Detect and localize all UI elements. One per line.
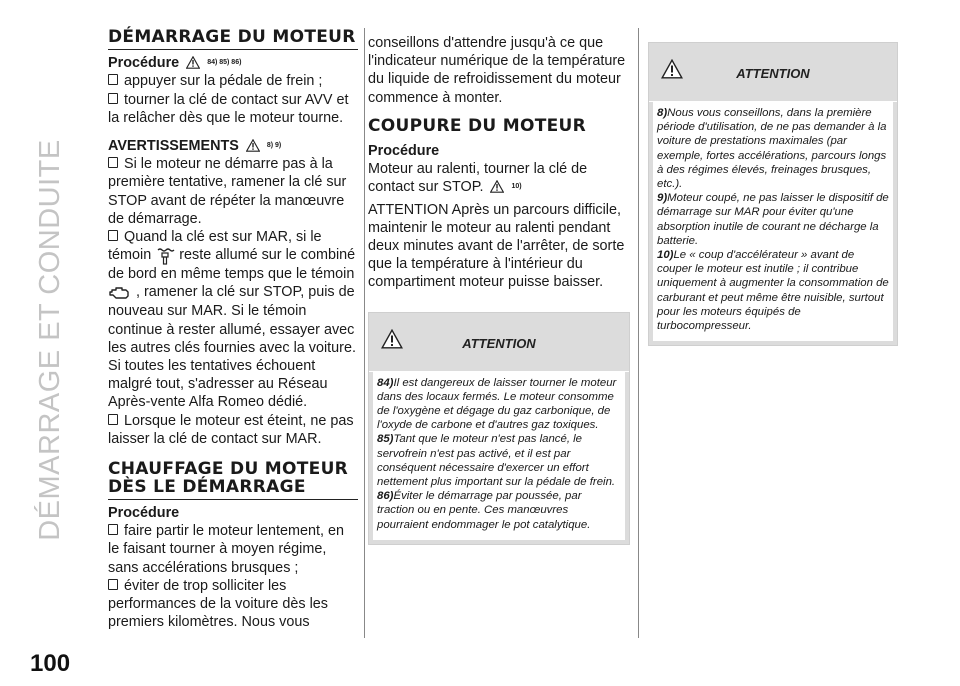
bullet-text: éviter de trop solliciter les performances de la voiture dès les premiers kilomètres. Nous vous bbox=[108, 577, 328, 631]
bullet-text: , ramener la clé sur STOP, puis de nouveau sur MAR. Si le témoin continue à rester allumé, essayer avec les autres clés fournies avec la voiture. Si toutes les tentatives échouent malgré tout, s'adresser au Réseau Après-vente Alfa Romeo dédié. bbox=[108, 284, 356, 411]
attention-num: 9) bbox=[657, 192, 668, 205]
warning-triangle-icon bbox=[186, 56, 200, 69]
attention-title: ATTENTION bbox=[736, 66, 810, 81]
attention-item bbox=[657, 191, 889, 248]
column-2 bbox=[368, 28, 630, 545]
attention-text: Il est dangereux de laisser tourner le moteur dans des locaux fermés. Le moteur consomme de l'oxygène et dégage du gaz carbonique, de l'oxyde de carbone et d'autres gaz toxiques. bbox=[377, 376, 617, 432]
bullet-text: reste allumé sur le combiné de bord en même temps que le témoin bbox=[108, 247, 356, 283]
warning-triangle-icon bbox=[490, 180, 504, 193]
attention-body bbox=[653, 102, 893, 341]
bullet-text: Quand la clé est sur MAR, si le témoin bbox=[108, 229, 322, 264]
bullet-text: Lorsque le moteur est éteint, ne pas laisser la clé de contact sur MAR. bbox=[108, 412, 354, 447]
checkbox-icon bbox=[108, 230, 118, 241]
bullet-text: appuyer sur la pédale de frein ; bbox=[124, 73, 323, 90]
section-title-vertical: DÉMARRAGE ET CONDUITE bbox=[34, 139, 66, 541]
bullet-item bbox=[108, 72, 358, 90]
paragraph bbox=[368, 160, 630, 197]
attention-body bbox=[373, 372, 625, 540]
bullet-item bbox=[108, 577, 358, 632]
attention-text: Nous vous conseillons, dans la première période d'utilisation, de ne pas demander à la voiture de prestations maximales (par exemple, fortes accélérations, parcours longs à des régimes élevés, freinages brusques, etc.). bbox=[657, 107, 887, 191]
bullet-item bbox=[108, 228, 358, 412]
attention-text: Éviter le démarrage par poussée, par traction ou en pente. Ces manœuvres pourraient endommager le pot catalytique. bbox=[377, 490, 591, 531]
bullet-text: faire partir le moteur lentement, en le faisant tourner à moyen régime, sans accélérations brusques ; bbox=[108, 523, 344, 576]
checkbox-icon bbox=[108, 74, 118, 85]
attention-header bbox=[649, 43, 897, 102]
heading-demarrage: DÉMARRAGE DU MOTEUR bbox=[108, 27, 356, 47]
attention-box bbox=[368, 312, 630, 545]
attention-item bbox=[657, 106, 889, 191]
avertissements-label: AVERTISSEMENTS bbox=[108, 137, 239, 154]
checkbox-icon bbox=[108, 157, 118, 168]
engine-icon bbox=[108, 284, 132, 302]
checkbox-icon bbox=[108, 579, 118, 590]
attention-num: 8) bbox=[657, 107, 668, 119]
attention-text: Tant que le moteur n'est pas lancé, le servofrein n'est pas activé, et il est par conséquent nécessaire d'exercer un effort nettement plus important sur la pédale de frein. bbox=[377, 433, 616, 488]
paragraph: ATTENTION Après un parcours difficile, maintenir le moteur au ralenti pendant deux minutes avant de l'arrêter, de sorte que la température à l'intérieur du compartiment moteur puisse baisser. bbox=[368, 201, 625, 291]
heading-rule bbox=[108, 28, 358, 50]
attention-item bbox=[377, 489, 621, 532]
heading-coupure: COUPURE DU MOTEUR bbox=[368, 115, 587, 136]
attention-text: Moteur coupé, ne pas laisser le dispositif de démarrage sur MAR pour éviter qu'une absorption inutile de courant ne décharge la batterie. bbox=[657, 192, 889, 247]
paragraph-continued: conseillons d'attendre jusqu'à ce que l'indicateur numérique de la température du liquide de refroidissement du moteur commence à monter. bbox=[368, 35, 626, 106]
checkbox-icon bbox=[108, 93, 118, 104]
attention-title: ATTENTION bbox=[462, 335, 536, 351]
subheading-procedure: Procédure bbox=[108, 505, 180, 522]
paragraph-text: Moteur au ralenti, tourner la clé de contact sur STOP. bbox=[368, 161, 588, 196]
column-3 bbox=[648, 28, 898, 346]
column-divider bbox=[638, 28, 639, 638]
paragraph-ref: 10) bbox=[511, 183, 522, 191]
attention-num: 10) bbox=[657, 249, 674, 262]
bullet-item bbox=[108, 91, 358, 127]
bullet-text: tourner la clé de contact sur AVV et la relâcher dès que le moteur tourne. bbox=[108, 91, 349, 126]
attention-item bbox=[377, 432, 621, 489]
attention-header bbox=[369, 313, 629, 372]
attention-box bbox=[648, 42, 898, 346]
subheading-avertissements bbox=[108, 137, 358, 155]
bullet-item bbox=[108, 522, 358, 577]
bullet-item bbox=[108, 412, 358, 448]
attention-item bbox=[657, 248, 889, 333]
subheading-procedure bbox=[108, 54, 358, 72]
heading-chauffage: CHAUFFAGE DU MOTEUR DÈS LE DÉMARRAGE bbox=[108, 459, 349, 498]
avertissements-refs: 8) 9) bbox=[266, 142, 282, 149]
attention-text: Le « coup d'accélérateur » avant de couper le moteur est inutile ; il contribue uniquement à augmenter la consommation de carburant et peut même être nuisible, surtout pour les moteurs équipés de turbocompresseur. bbox=[657, 249, 889, 333]
checkbox-icon bbox=[108, 414, 118, 425]
bullet-item bbox=[108, 155, 358, 228]
heading-block bbox=[368, 117, 630, 138]
attention-num: 86) bbox=[377, 490, 394, 503]
column-1 bbox=[108, 28, 358, 631]
column-divider bbox=[364, 28, 365, 638]
glow-plug-icon bbox=[155, 247, 175, 265]
subheading-procedure: Procédure bbox=[368, 142, 440, 159]
bullet-text: Si le moteur ne démarre pas à la première tentative, ramener la clé sur STOP avant de répéter la manœuvre de démarrage. bbox=[108, 156, 347, 227]
attention-num: 85) bbox=[377, 433, 394, 446]
attention-item bbox=[377, 376, 621, 433]
heading-rule bbox=[108, 460, 358, 500]
checkbox-icon bbox=[108, 524, 118, 535]
warning-triangle-icon bbox=[246, 139, 260, 152]
attention-num: 84) bbox=[377, 376, 394, 389]
page-number: 100 bbox=[30, 650, 71, 677]
procedure-refs: 84) 85) 86) bbox=[207, 59, 242, 67]
procedure-label: Procédure bbox=[108, 55, 180, 71]
